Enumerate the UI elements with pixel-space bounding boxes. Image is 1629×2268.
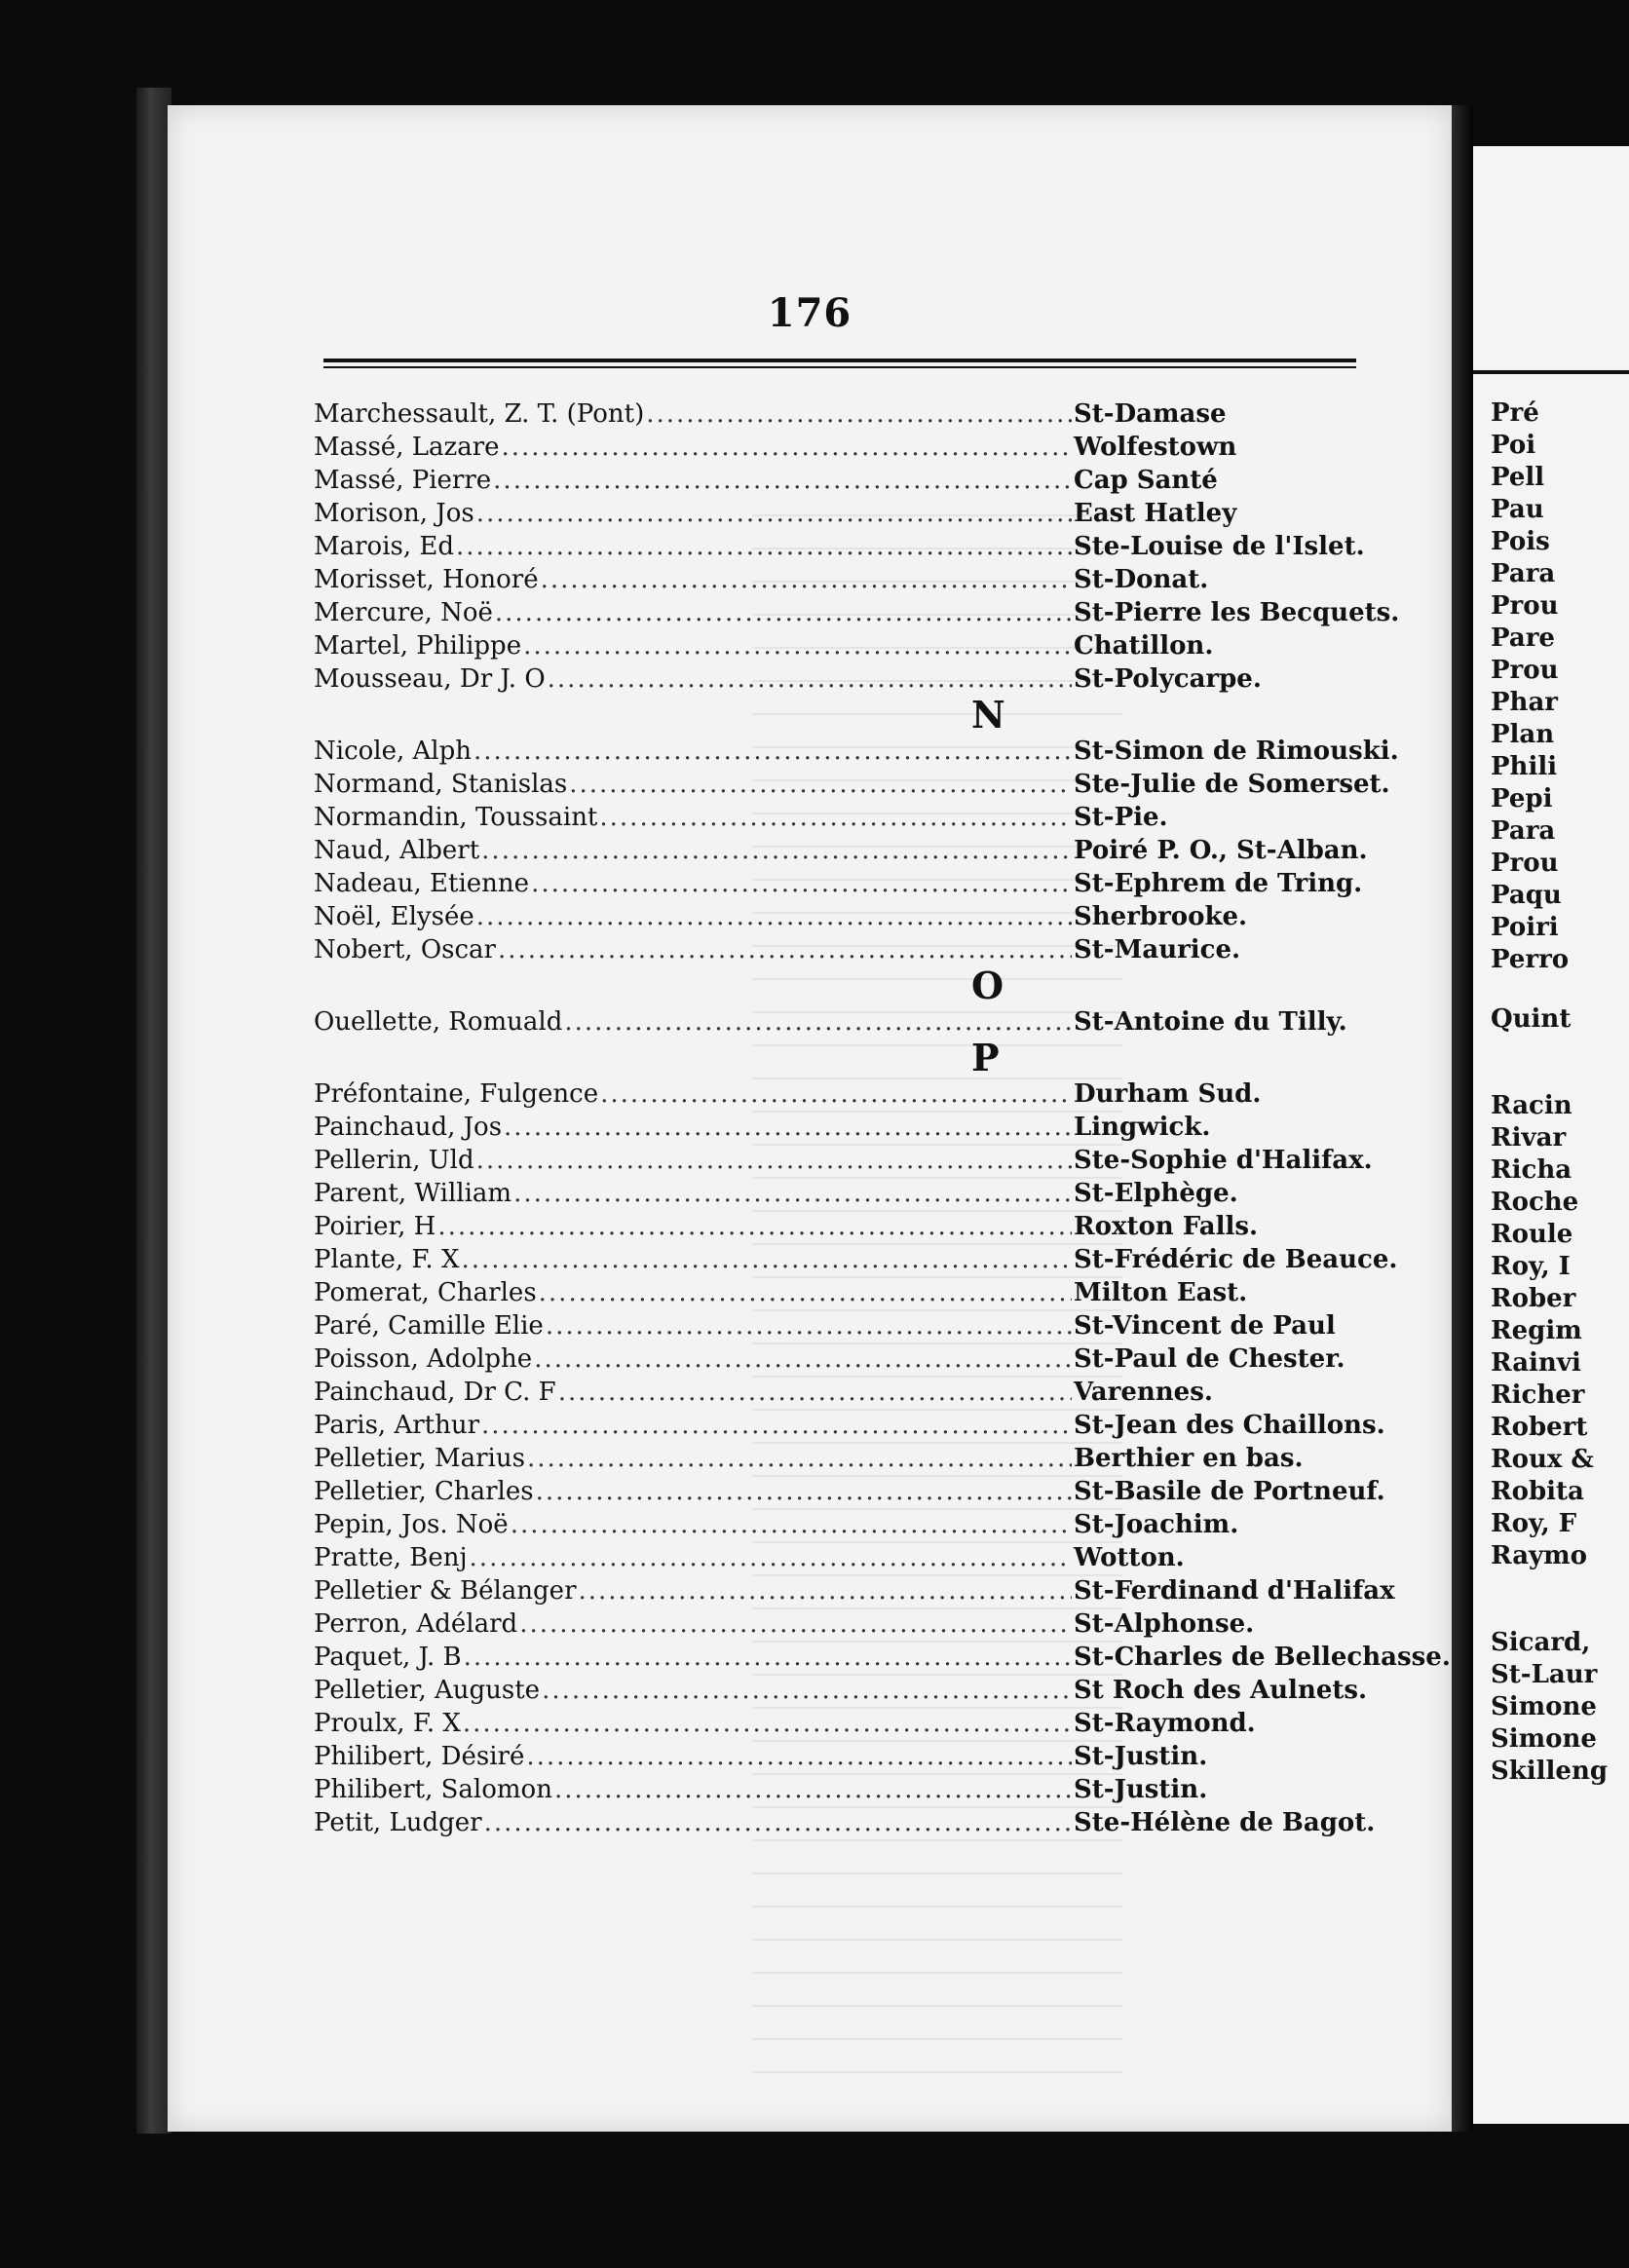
dot-leader <box>534 1342 1072 1376</box>
entry-name: Marois, Ed <box>314 532 455 561</box>
entry-name: Pepin, Jos. Noë <box>314 1510 509 1539</box>
facing-line: Paqu <box>1491 881 1562 910</box>
entry-name: Paquet, J. B <box>314 1643 462 1672</box>
entry-name: Petit, Ludger <box>314 1808 482 1837</box>
entry-place: Berthier en bas. <box>1074 1444 1304 1473</box>
list-item <box>314 431 1385 464</box>
entry-name: Morison, Jos <box>314 499 474 528</box>
list-item <box>314 1077 1385 1111</box>
list-item <box>314 768 1390 801</box>
dot-leader <box>513 1177 1072 1210</box>
dot-leader <box>461 1243 1072 1276</box>
directory-list <box>314 397 1451 1839</box>
facing-line: Robita <box>1491 1477 1584 1506</box>
dot-leader <box>546 1309 1072 1342</box>
entry-place: St-Paul de Chester. <box>1074 1344 1345 1374</box>
list-item <box>314 1773 1385 1806</box>
dot-leader <box>498 933 1072 966</box>
entry-place: St-Basile de Portneuf. <box>1074 1477 1385 1506</box>
entry-place: St-Vincent de Paul <box>1074 1311 1336 1341</box>
dot-leader <box>541 563 1072 596</box>
dot-leader <box>558 1376 1072 1409</box>
entry-name: Préfontaine, Fulgence <box>314 1079 599 1109</box>
facing-line: Pois <box>1491 527 1550 556</box>
entry-name: Massé, Pierre <box>314 466 492 495</box>
entry-place: Wolfestown <box>1074 433 1237 462</box>
facing-line: Robert <box>1491 1413 1588 1442</box>
entry-place: St-Pierre les Becquets. <box>1074 598 1400 627</box>
entry-place: St-Charles de Bellechasse. <box>1074 1643 1451 1672</box>
facing-line: Roche <box>1491 1188 1579 1217</box>
dot-leader <box>554 1773 1072 1806</box>
entry-name: Martel, Philippe <box>314 631 522 661</box>
facing-line: Skilleng <box>1491 1757 1609 1786</box>
dot-leader <box>579 1574 1073 1607</box>
entry-name: Pelletier, Auguste <box>314 1676 541 1705</box>
entry-place: Roxton Falls. <box>1074 1212 1259 1241</box>
list-item <box>314 1508 1385 1541</box>
entry-place: St-Justin. <box>1074 1775 1208 1804</box>
facing-line: Phili <box>1491 752 1558 781</box>
facing-line: Racin <box>1491 1091 1572 1120</box>
facing-line: Pré <box>1491 398 1539 428</box>
list-item <box>314 596 1400 629</box>
facing-line: Rivar <box>1491 1123 1567 1153</box>
facing-line: Poi <box>1491 431 1536 460</box>
facing-line: Raymo <box>1491 1541 1588 1570</box>
dot-leader <box>539 1276 1072 1309</box>
entry-name: Morisset, Honoré <box>314 565 539 594</box>
dot-leader <box>464 1641 1072 1674</box>
dot-leader <box>437 1210 1072 1243</box>
list-item <box>314 629 1385 662</box>
facing-line: Para <box>1491 559 1556 588</box>
entry-place: St-Raymond. <box>1074 1709 1256 1738</box>
dot-leader <box>526 1740 1072 1773</box>
facing-line: Plan <box>1491 720 1555 749</box>
entry-name: Nadeau, Etienne <box>314 869 530 898</box>
list-item <box>314 933 1385 966</box>
facing-line: Pau <box>1491 495 1544 524</box>
facing-line: Roule <box>1491 1220 1573 1249</box>
entry-name: Naud, Albert <box>314 836 480 865</box>
facing-line: St-Laur <box>1491 1660 1598 1689</box>
entry-place: St-Jean des Chaillons. <box>1074 1411 1385 1440</box>
entry-place: St Roch des Aulnets. <box>1074 1676 1368 1705</box>
section-letter: P <box>971 1036 1000 1079</box>
entry-place: Ste-Sophie d'Halifax. <box>1074 1146 1373 1175</box>
entry-place: St-Justin. <box>1074 1742 1208 1771</box>
facing-line: Quint <box>1491 1004 1572 1034</box>
list-item <box>314 662 1385 696</box>
section-letter: N <box>971 693 1005 737</box>
entry-place: Lingwick. <box>1074 1113 1211 1142</box>
header-rule-thin <box>323 366 1356 368</box>
facing-line: Perro <box>1491 945 1570 974</box>
dot-leader <box>484 1806 1072 1839</box>
dot-leader <box>542 1674 1072 1707</box>
entry-name: Mercure, Noë <box>314 598 493 627</box>
entry-name: Nicole, Alph <box>314 737 472 766</box>
list-item <box>314 397 1385 431</box>
facing-line: Roy, F <box>1491 1509 1577 1538</box>
facing-gap <box>1491 1036 1608 1063</box>
entry-place: Ste-Hélène de Bagot. <box>1074 1808 1376 1837</box>
entry-name: Painchaud, Dr C. F <box>314 1378 556 1407</box>
entry-name: Proulx, F. X <box>314 1709 461 1738</box>
list-item <box>314 1707 1385 1740</box>
facing-gap <box>1491 1572 1608 1600</box>
entry-name: Ouellette, Romuald <box>314 1007 563 1037</box>
entry-place: St-Alphonse. <box>1074 1609 1255 1639</box>
dot-leader <box>502 431 1072 464</box>
list-item <box>314 1005 1385 1039</box>
entry-place: St-Simon de Rimouski. <box>1074 737 1399 766</box>
list-item <box>314 1144 1385 1177</box>
entry-name: Parent, William <box>314 1179 512 1208</box>
facing-line: Prou <box>1491 849 1559 878</box>
dot-leader <box>564 1005 1072 1039</box>
dot-leader <box>463 1707 1072 1740</box>
facing-line: Poiri <box>1491 913 1559 942</box>
list-item <box>314 1641 1451 1674</box>
entry-name: Noël, Elysée <box>314 902 474 931</box>
facing-line: Para <box>1491 816 1556 846</box>
list-item <box>314 1607 1385 1641</box>
facing-line: Simone <box>1491 1724 1597 1754</box>
facing-line: Sicard, <box>1491 1628 1591 1657</box>
list-item <box>314 900 1385 933</box>
entry-name: Plante, F. X <box>314 1245 460 1274</box>
facing-line: Pare <box>1491 624 1555 653</box>
list-item <box>314 1342 1385 1376</box>
dot-leader <box>470 1541 1072 1574</box>
dot-leader <box>481 1409 1072 1442</box>
entry-place: Cap Santé <box>1074 466 1218 495</box>
list-item <box>314 1376 1385 1409</box>
entry-name: Pelletier & Bélanger <box>314 1576 577 1606</box>
dot-leader <box>493 464 1072 497</box>
list-item <box>314 1806 1385 1839</box>
dot-leader <box>511 1508 1072 1541</box>
dot-leader <box>476 1144 1072 1177</box>
dot-leader <box>474 735 1072 768</box>
entry-place: Ste-Louise de l'Islet. <box>1074 532 1365 561</box>
list-item <box>314 1541 1385 1574</box>
dot-leader <box>536 1475 1072 1508</box>
dot-leader <box>599 801 1072 834</box>
entry-place: St-Pie. <box>1074 803 1168 832</box>
facing-line: Rober <box>1491 1284 1576 1313</box>
list-item <box>314 801 1385 834</box>
header-rule <box>323 359 1356 362</box>
section-letter: O <box>971 964 1004 1007</box>
entry-name: Pomerat, Charles <box>314 1278 537 1307</box>
entry-place: Chatillon. <box>1074 631 1214 661</box>
list-item <box>314 1210 1385 1243</box>
entry-name: Nobert, Oscar <box>314 935 496 964</box>
entry-name: Perron, Adélard <box>314 1609 518 1639</box>
entry-name: Philibert, Salomon <box>314 1775 552 1804</box>
list-item <box>314 497 1385 530</box>
entry-place: St-Ephrem de Tring. <box>1074 869 1363 898</box>
facing-gap <box>1491 1063 1608 1090</box>
entry-place: St-Polycarpe. <box>1074 664 1262 694</box>
facing-header-rule <box>1473 370 1629 374</box>
facing-list <box>1491 397 1608 1788</box>
list-item <box>314 1574 1395 1607</box>
facing-line: Pepi <box>1491 784 1553 813</box>
list-item <box>314 464 1385 497</box>
dot-leader <box>456 530 1072 563</box>
entry-place: Wotton. <box>1074 1543 1185 1572</box>
facing-line: Roy, I <box>1491 1252 1571 1281</box>
entry-name: Poisson, Adolphe <box>314 1344 533 1374</box>
list-item <box>314 1177 1385 1210</box>
dot-leader <box>548 662 1072 696</box>
entry-name: Normand, Stanislas <box>314 770 568 799</box>
dot-leader <box>523 629 1072 662</box>
facing-gap <box>1491 976 1608 1003</box>
entry-name: Normandin, Toussaint <box>314 803 598 832</box>
facing-line: Rainvi <box>1491 1348 1581 1378</box>
dot-leader <box>519 1607 1072 1641</box>
book-spine <box>136 88 171 2134</box>
entry-place: St-Antoine du Tilly. <box>1074 1007 1347 1037</box>
facing-line: Prou <box>1491 591 1559 621</box>
dot-leader <box>527 1442 1072 1475</box>
list-item <box>314 1276 1385 1309</box>
list-item <box>314 563 1385 596</box>
entry-name: Paré, Camille Elie <box>314 1311 544 1341</box>
list-item <box>314 1243 1398 1276</box>
entry-place: St-Damase <box>1074 399 1227 429</box>
entry-name: Pelletier, Charles <box>314 1477 534 1506</box>
facing-line: Regim <box>1491 1316 1582 1345</box>
entry-place: Milton East. <box>1074 1278 1248 1307</box>
dot-leader <box>481 834 1072 867</box>
dot-leader <box>476 497 1072 530</box>
entry-name: Massé, Lazare <box>314 433 500 462</box>
entry-place: East Hatley <box>1074 499 1237 528</box>
entry-place: St-Elphège. <box>1074 1179 1238 1208</box>
list-item <box>314 834 1385 867</box>
dot-leader <box>495 596 1072 629</box>
entry-place: Sherbrooke. <box>1074 902 1248 931</box>
entry-place: St-Frédéric de Beauce. <box>1074 1245 1398 1274</box>
entry-name: Poirier, H <box>314 1212 436 1241</box>
facing-line: Richa <box>1491 1155 1572 1185</box>
list-item <box>314 1475 1385 1508</box>
list-item <box>314 1409 1385 1442</box>
entry-place: St-Ferdinand d'Halifax <box>1074 1576 1395 1606</box>
facing-line: Richer <box>1491 1380 1585 1410</box>
list-item <box>314 867 1385 900</box>
dot-leader <box>646 397 1072 431</box>
facing-line: Roux & <box>1491 1445 1594 1474</box>
list-item <box>314 1111 1385 1144</box>
page-gutter <box>1452 105 1473 2132</box>
facing-line: Prou <box>1491 656 1559 685</box>
left-page <box>168 105 1452 2132</box>
list-item <box>314 1309 1385 1342</box>
entry-name: Paris, Arthur <box>314 1411 480 1440</box>
page-number: 176 <box>767 290 852 336</box>
list-item <box>314 1442 1385 1475</box>
entry-place: St-Joachim. <box>1074 1510 1239 1539</box>
dot-leader <box>476 900 1072 933</box>
entry-name: Philibert, Désiré <box>314 1742 525 1771</box>
entry-place: St-Donat. <box>1074 565 1209 594</box>
entry-name: Pelletier, Marius <box>314 1444 525 1473</box>
entry-name: Marchessault, Z. T. (Pont) <box>314 399 645 429</box>
entry-place: Varennes. <box>1074 1378 1213 1407</box>
list-item <box>314 735 1399 768</box>
facing-line: Phar <box>1491 688 1558 717</box>
dot-leader <box>600 1077 1072 1111</box>
dot-leader <box>569 768 1072 801</box>
entry-place: St-Maurice. <box>1074 935 1241 964</box>
facing-line: Simone <box>1491 1692 1597 1721</box>
entry-place: Poiré P. O., St-Alban. <box>1074 836 1368 865</box>
entry-name: Pellerin, Uld <box>314 1146 474 1175</box>
facing-page <box>1473 146 1629 2124</box>
facing-line: Pell <box>1491 463 1545 492</box>
facing-gap <box>1491 1600 1608 1627</box>
list-item <box>314 1740 1385 1773</box>
entry-place: Durham Sud. <box>1074 1079 1262 1109</box>
list-item <box>314 1674 1385 1707</box>
entry-name: Pratte, Benj <box>314 1543 468 1572</box>
dot-leader <box>531 867 1072 900</box>
list-item <box>314 530 1385 563</box>
dot-leader <box>504 1111 1072 1144</box>
entry-name: Mousseau, Dr J. O <box>314 664 546 694</box>
entry-name: Painchaud, Jos <box>314 1113 503 1142</box>
entry-place: Ste-Julie de Somerset. <box>1074 770 1390 799</box>
